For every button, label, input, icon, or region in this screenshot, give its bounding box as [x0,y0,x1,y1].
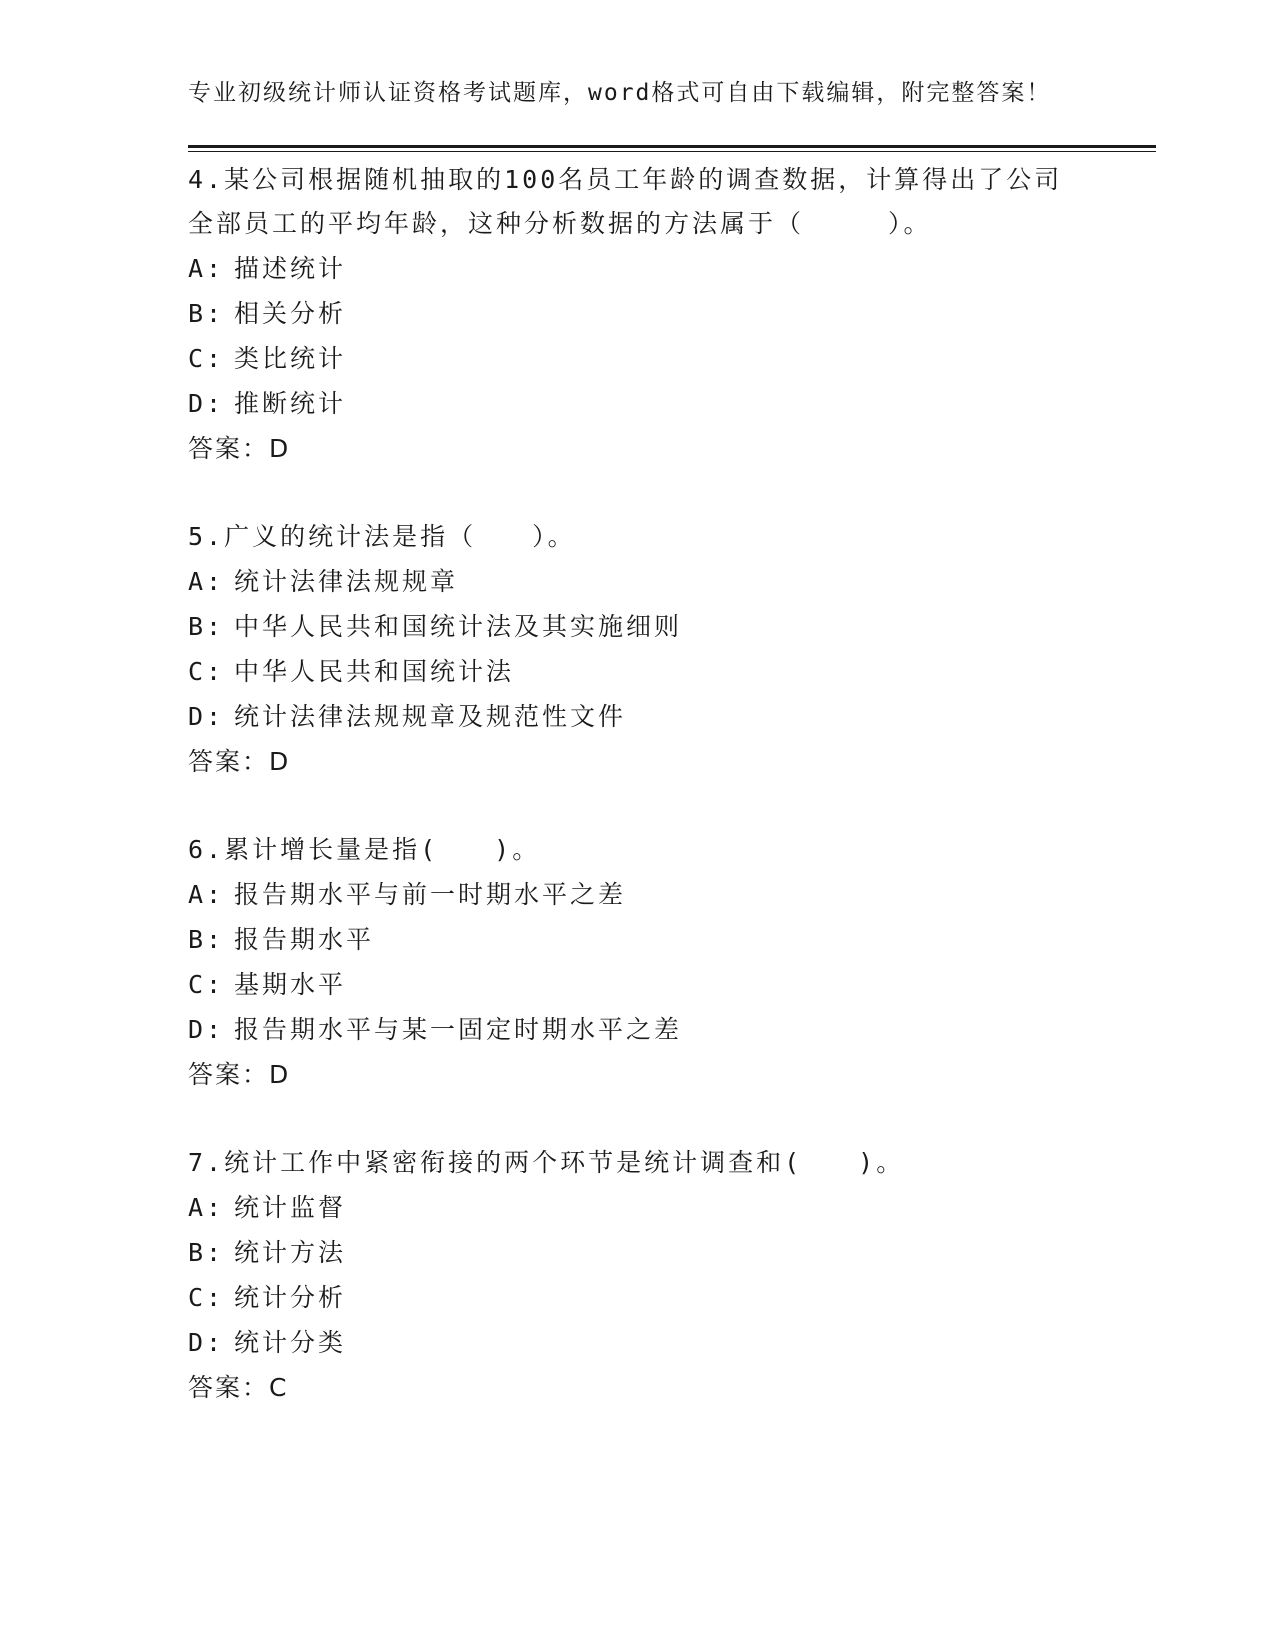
option-d [188,381,1088,426]
option-key: A: [188,880,225,909]
question-stem: 6.累计增长量是指( )。 [188,835,541,864]
option-key: A: [188,254,225,283]
option-text: 描述统计 [234,254,347,283]
option-c [188,649,1088,694]
option-c [188,336,1088,381]
option-text: 统计分析 [234,1283,347,1312]
option-text: 推断统计 [234,389,347,418]
option-d [188,1320,1088,1365]
option-text: 报告期水平与某一固定时期水平之差 [234,1015,683,1044]
option-d [188,694,1088,739]
answer-line: 答案：D [188,434,291,463]
option-text: 类比统计 [234,344,347,373]
option-text: 统计法律法规规章及规范性文件 [234,702,627,731]
option-a [188,1185,1088,1230]
option-key: B: [188,612,225,641]
option-text: 统计法律法规规章 [234,567,459,596]
option-text: 统计方法 [234,1238,347,1267]
option-key: C: [188,657,225,686]
option-text: 中华人民共和国统计法及其实施细则 [234,612,683,641]
option-text: 统计分类 [234,1328,347,1357]
question-list [188,158,1088,1454]
question-4 [188,158,1088,471]
option-text: 中华人民共和国统计法 [234,657,515,686]
question-stem: 7.统计工作中紧密衔接的两个环节是统计调查和( )。 [188,1148,905,1177]
answer-line: 答案：D [188,1060,291,1089]
option-key: A: [188,567,225,596]
option-key: D: [188,389,225,418]
option-d [188,1007,1088,1052]
option-b [188,291,1088,336]
answer-line: 答案：C [188,1373,289,1402]
option-key: B: [188,925,225,954]
option-key: D: [188,702,225,731]
page-header: 专业初级统计师认证资格考试题库，word格式可自由下载编辑，附完整答案！ [188,80,1052,106]
option-key: D: [188,1328,225,1357]
option-b [188,604,1088,649]
option-b [188,1230,1088,1275]
option-key: C: [188,970,225,999]
option-key: A: [188,1193,225,1222]
option-text: 基期水平 [234,970,347,999]
option-c [188,962,1088,1007]
option-a [188,559,1088,604]
question-5 [188,515,1088,784]
option-key: D: [188,1015,225,1044]
question-6 [188,828,1088,1097]
option-a [188,872,1088,917]
header-rule-thick [188,145,1156,148]
question-7 [188,1141,1088,1410]
option-text: 统计监督 [234,1193,347,1222]
option-key: B: [188,299,225,328]
option-text: 报告期水平与前一时期水平之差 [234,880,627,909]
option-text: 相关分析 [234,299,347,328]
option-b [188,917,1088,962]
option-key: C: [188,1283,225,1312]
question-stem: 5.广义的统计法是指（ ）。 [188,522,576,551]
option-text: 报告期水平 [234,925,375,954]
question-stem: 4.某公司根据随机抽取的100名员工年龄的调查数据，计算得出了公司全部员工的平均年龄，这种分析数据的方法属于（ ）。 [188,165,1063,238]
answer-line: 答案：D [188,747,291,776]
option-key: B: [188,1238,225,1267]
header-rule-thin [188,151,1156,152]
option-a [188,246,1088,291]
option-key: C: [188,344,225,373]
option-c [188,1275,1088,1320]
